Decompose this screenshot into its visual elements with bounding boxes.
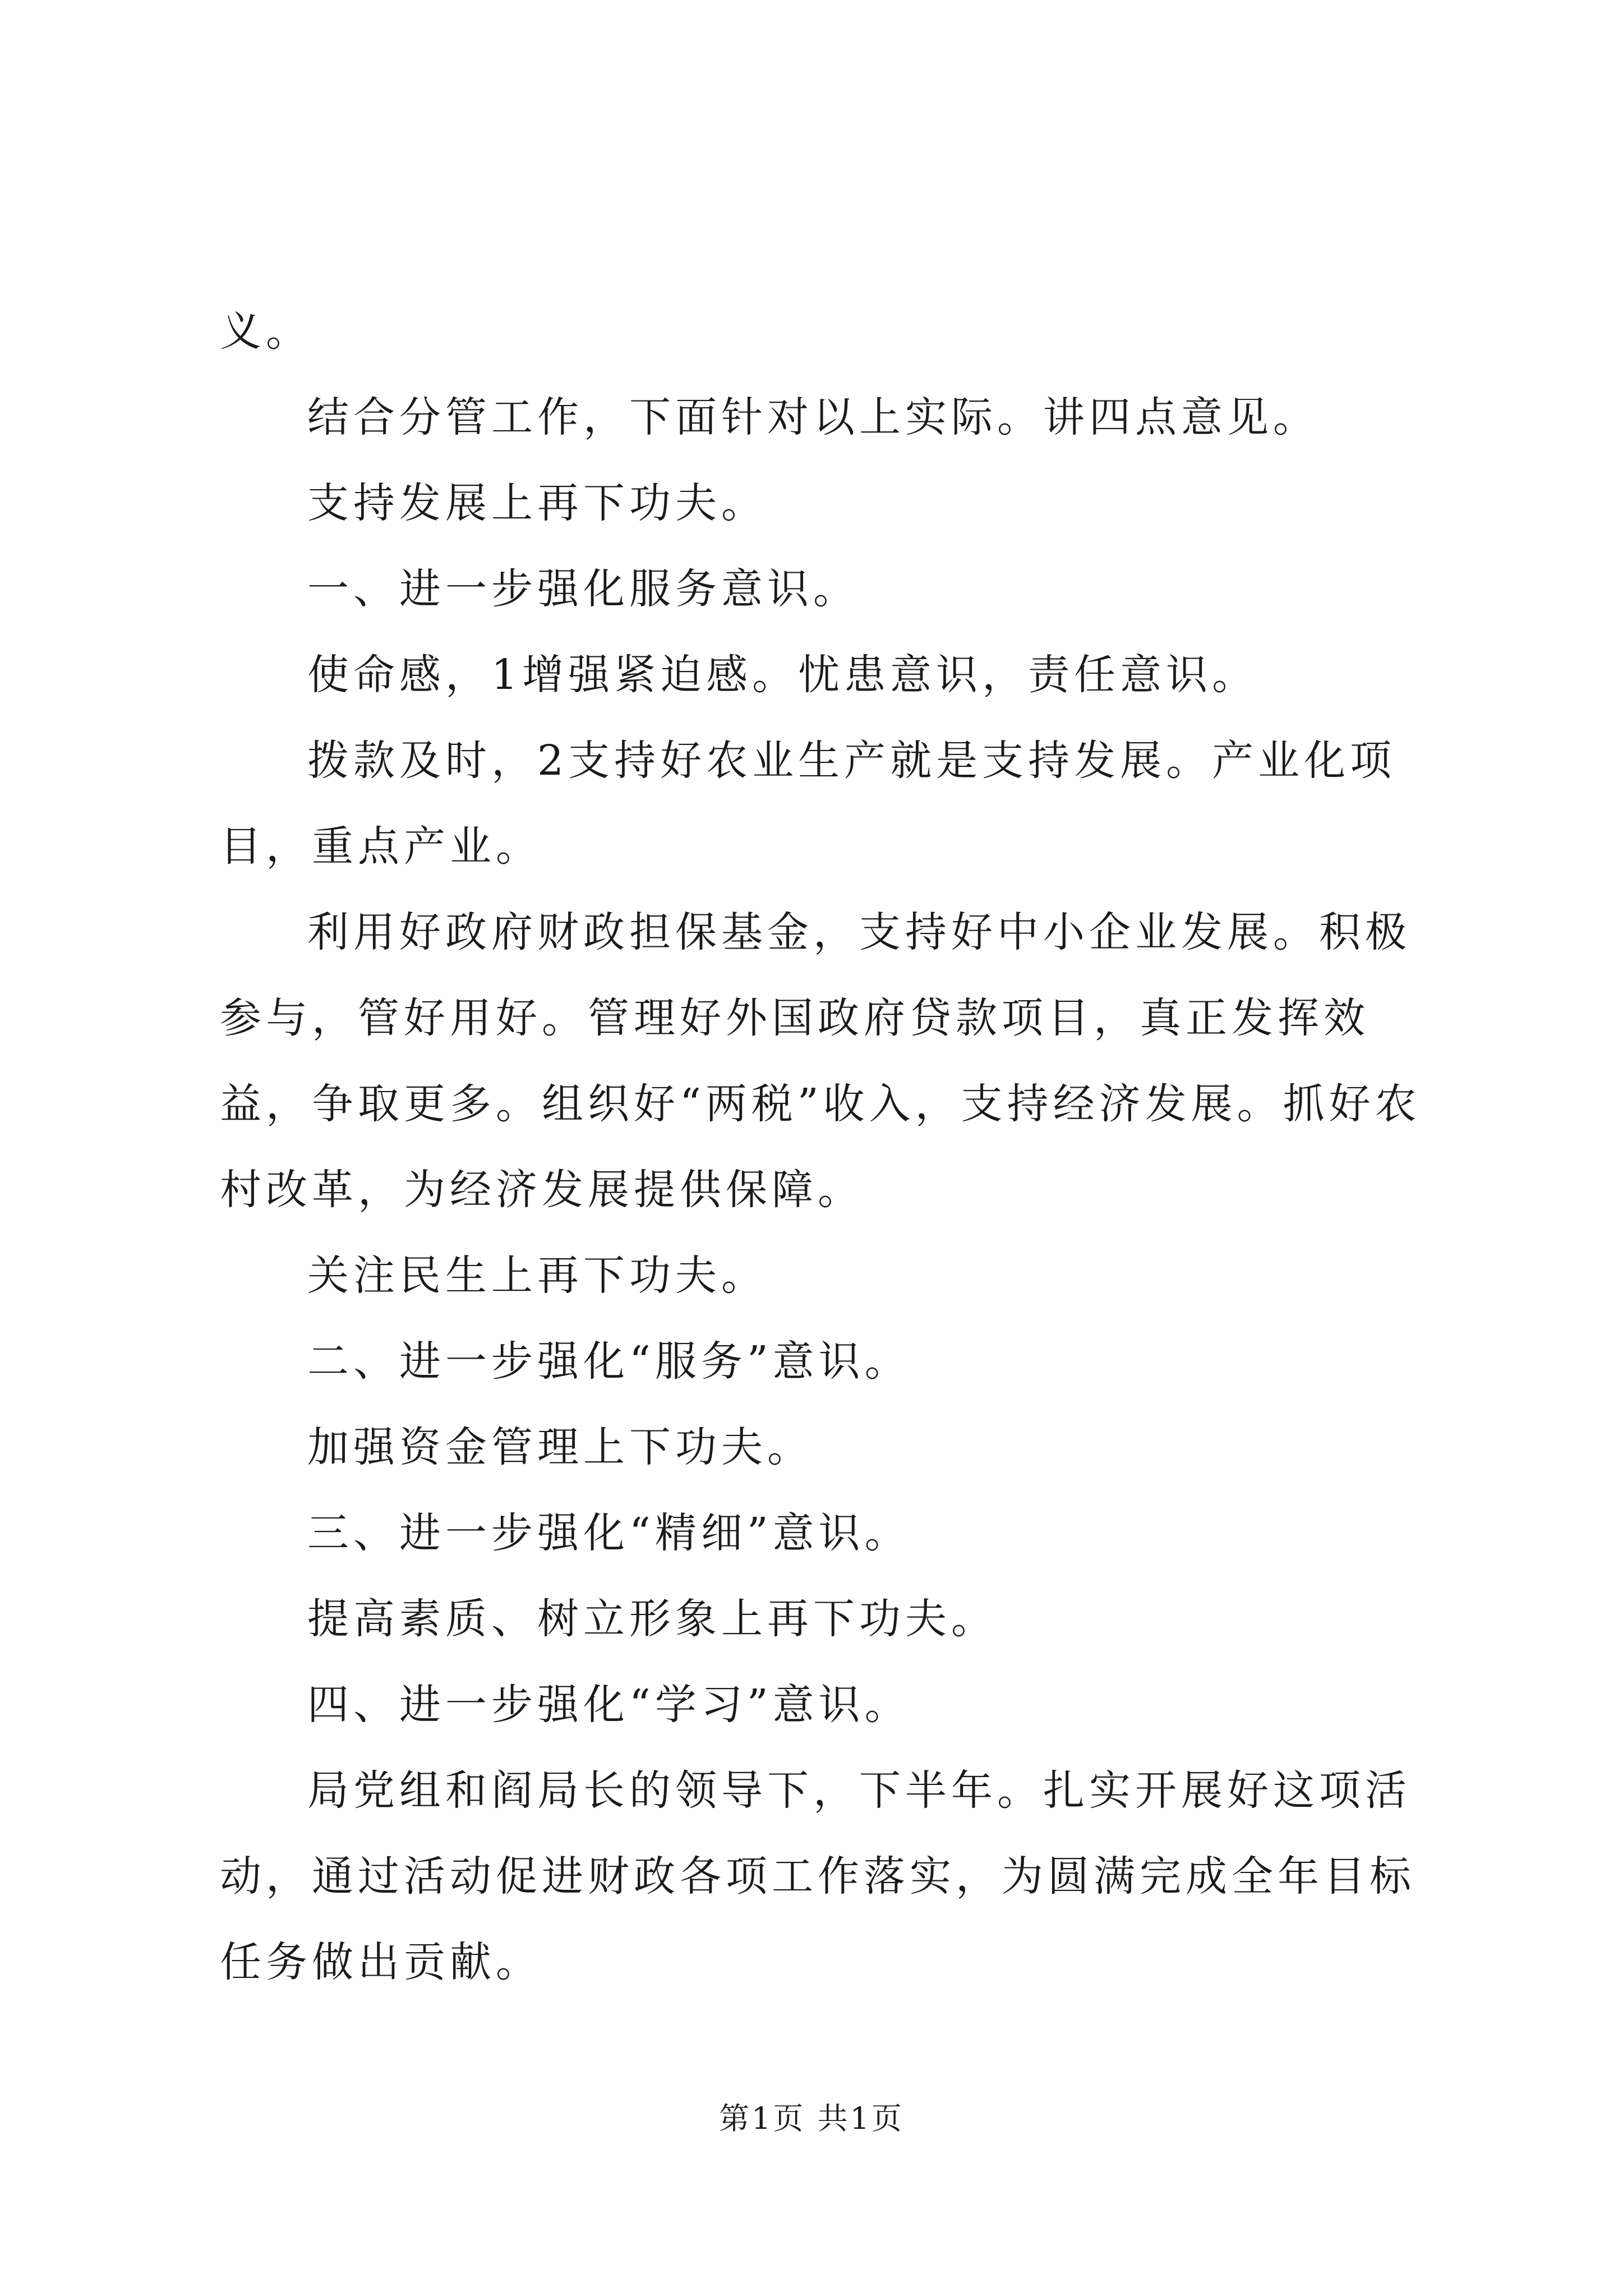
paragraph: 拨款及时，2支持好农业生产就是支持发展。产业化项目，重点产业。 — [220, 737, 1396, 871]
paragraph: 义。 — [220, 307, 312, 356]
page-footer: 第1页 共1页 — [719, 2101, 904, 2136]
section-heading: 二、进一步强化“服务”意识。 — [307, 1337, 911, 1386]
section-heading: 支持发展上再下功夫。 — [307, 479, 767, 527]
section-heading: 一、进一步强化服务意识。 — [307, 565, 859, 613]
document-body — [220, 289, 1426, 2005]
section-heading: 加强资金管理上下功夫。 — [307, 1423, 813, 1471]
section-heading: 三、进一步强化“精细”意识。 — [307, 1509, 911, 1557]
section-heading: 四、进一步强化“学习”意识。 — [307, 1681, 911, 1729]
section-heading: 关注民生上再下功夫。 — [307, 1251, 767, 1300]
section-heading: 提高素质、树立形象上再下功夫。 — [307, 1595, 997, 1643]
paragraph: 使命感，1增强紧迫感。忧患意识，责任意识。 — [307, 651, 1258, 699]
paragraph: 利用好政府财政担保基金，支持好中小企业发展。积极参与，管好用好。管理好外国政府贷款项目，真正发挥效益，争取更多。组织好“两税”收入，支持经济发展。抓好农村改革，为经济发展提供保障。 — [220, 908, 1421, 1214]
paragraph: 局党组和阎局长的领导下，下半年。扎实开展好这项活动，通过活动促进财政各项工作落实，为圆满完成全年目标任务做出贡献。 — [220, 1766, 1415, 1986]
paragraph: 结合分管工作，下面针对以上实际。讲四点意见。 — [307, 393, 1319, 441]
